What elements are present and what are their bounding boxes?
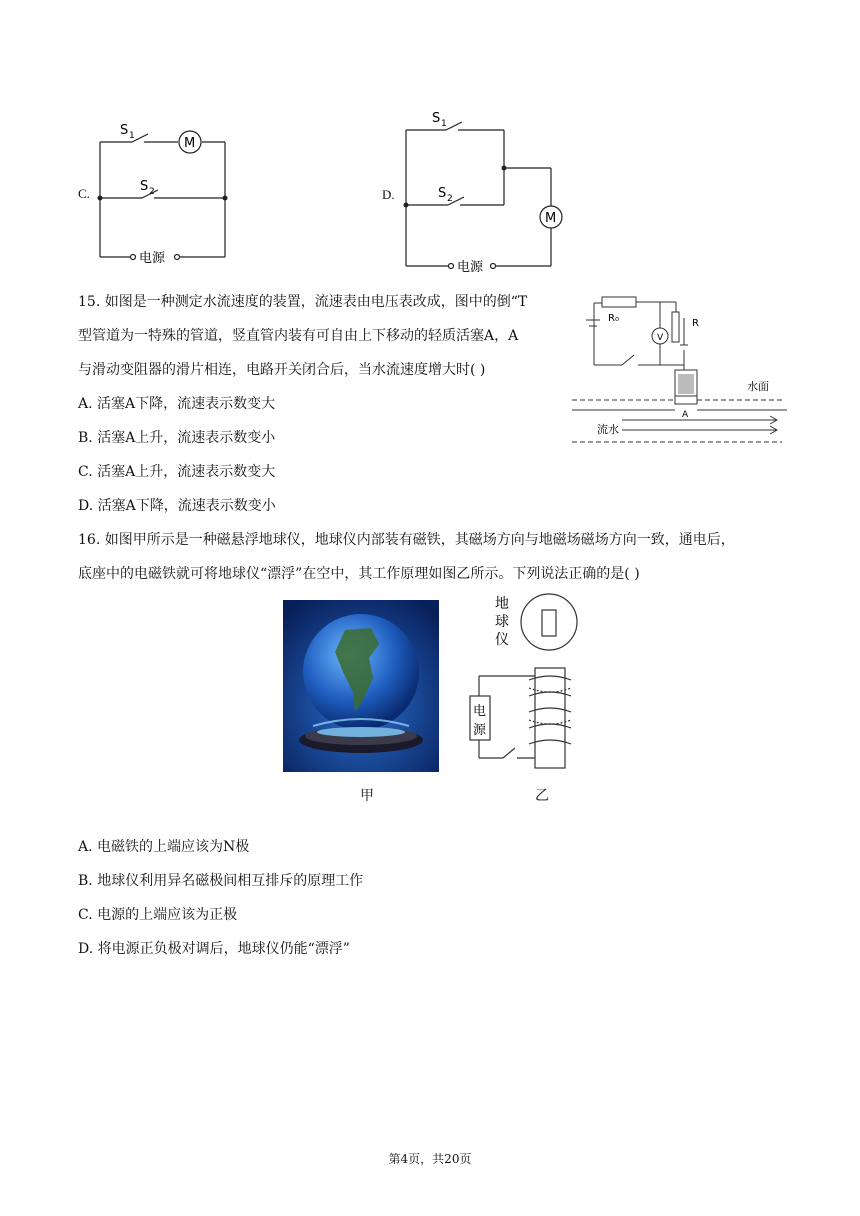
circuit-d-diagram [378, 105, 568, 275]
q15-option-b: B. 活塞A上升，流速表示数变小 [78, 430, 276, 446]
svg-text:2: 2 [447, 194, 453, 204]
q16-option-a: A. 电磁铁的上端应该为N极 [78, 839, 250, 855]
q15-option-d: D. 活塞A下降，流速表示数变小 [78, 498, 276, 514]
svg-text:R: R [692, 318, 699, 329]
circuit-d-figure [378, 105, 568, 275]
page-footer: 第4页，共20页 [388, 1152, 472, 1166]
q15-stem-line-3: 与滑动变阻器的滑片相连，电路开关闭合后，当水流速度增大时( ) [78, 362, 486, 378]
caption-yi: 乙 [535, 788, 549, 804]
option-d-label: D. [382, 187, 395, 202]
svg-text:1: 1 [129, 131, 135, 141]
globe-label-2: 球 [495, 614, 509, 630]
option-c-label: C. [78, 186, 90, 201]
svg-text:M: M [545, 211, 557, 226]
electromagnet-principle-diagram [465, 588, 585, 783]
svg-text:A: A [682, 410, 689, 420]
svg-text:电源: 电源 [139, 251, 166, 266]
svg-text:2: 2 [149, 187, 155, 197]
svg-text:S: S [432, 111, 441, 126]
svg-text:R₀: R₀ [608, 313, 619, 324]
svg-text:流水: 流水 [597, 423, 619, 436]
svg-text:水面: 水面 [747, 380, 769, 393]
svg-text:M: M [184, 136, 196, 151]
globe-label-3: 仪 [495, 632, 509, 648]
levitating-globe-photo [283, 600, 439, 772]
q16-option-c: C. 电源的上端应该为正极 [78, 907, 238, 923]
power-label-1: 电 [473, 704, 487, 719]
svg-text:1: 1 [441, 119, 447, 129]
circuit-c-diagram [70, 110, 250, 270]
q16-stem-line-2: 底座中的电磁铁就可将地球仪“漂浮”在空中，其工作原理如图乙所示。下列说法正确的是( ) [78, 566, 640, 582]
svg-text:S: S [438, 186, 447, 201]
caption-jia: 甲 [360, 788, 374, 804]
svg-text:S: S [120, 123, 129, 138]
svg-text:V: V [657, 333, 664, 343]
svg-text:电源: 电源 [457, 260, 484, 275]
q15-stem-line-1: 15. 如图是一种测定水流速度的装置，流速表由电压表改成，图中的倒“T [78, 294, 528, 310]
q15-flow-meter-figure [572, 290, 792, 460]
circuit-c-figure [70, 110, 250, 270]
q16-option-b: B. 地球仪利用异名磁极间相互排斥的原理工作 [78, 873, 364, 889]
power-label-2: 源 [473, 723, 487, 738]
svg-text:S: S [140, 179, 149, 194]
q15-option-c: C. 活塞A上升，流速表示数变大 [78, 464, 276, 480]
q16-option-d: D. 将电源正负极对调后，地球仪仍能“漂浮” [78, 941, 350, 957]
q15-stem-line-2: 型管道为一特殊的管道，竖直管内装有可自由上下移动的轻质活塞A，A [78, 328, 519, 344]
globe-label-1: 地 [495, 596, 509, 612]
q16-stem-line-1: 16. 如图甲所示是一种磁悬浮地球仪，地球仪内部装有磁铁，其磁场方向与地磁场磁场方向一致，通电后， [78, 532, 735, 548]
q15-option-a: A. 活塞A下降，流速表示数变大 [78, 396, 276, 412]
